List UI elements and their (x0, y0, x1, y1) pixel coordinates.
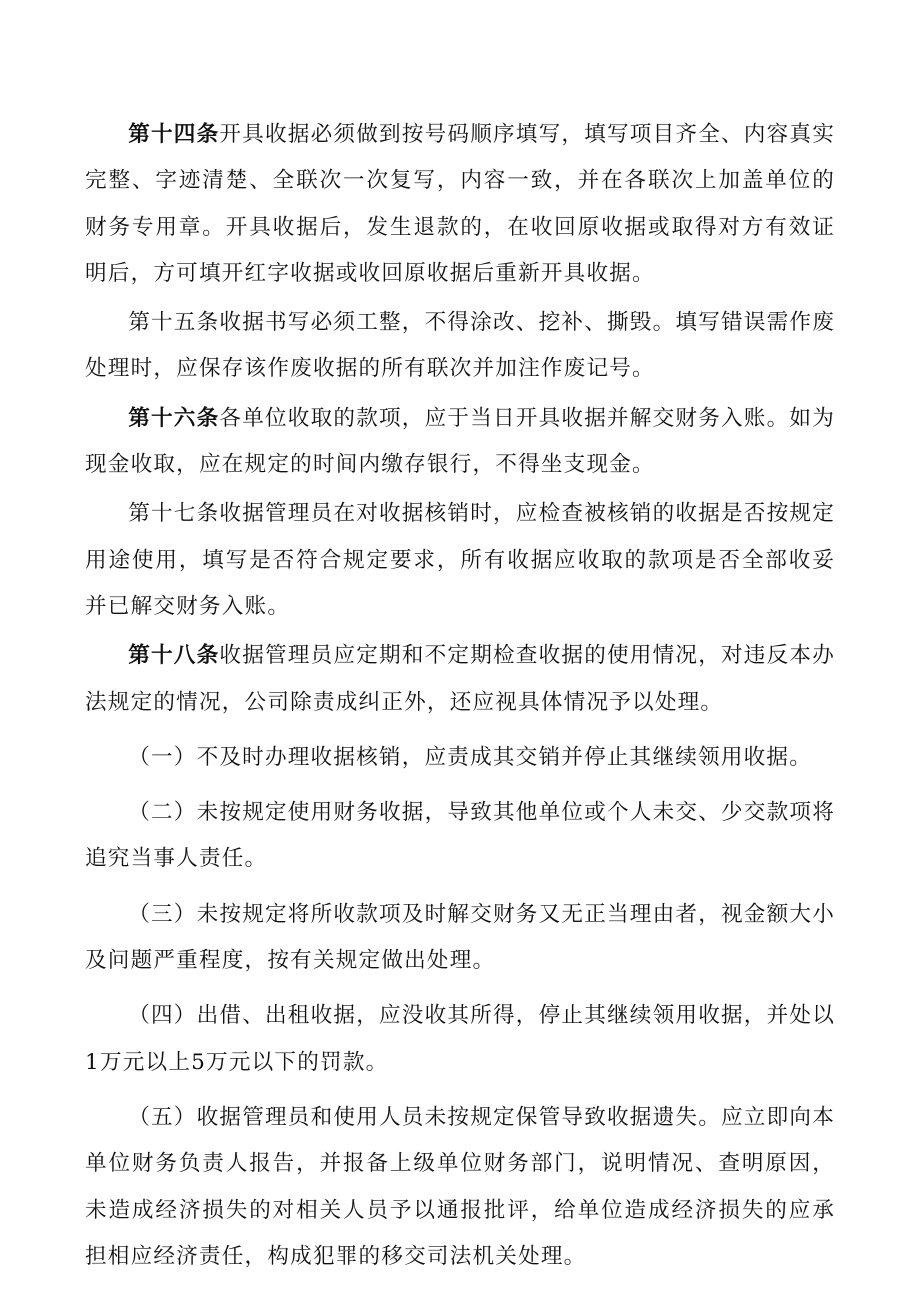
article-17 (85, 491, 835, 630)
list-item-text: （五）收据管理员和使用人员未按规定保管导致收据遗失。应立即向本单位财务负责人报告，并报备上级单位财务部门，说明情况、查明原因，未造成经济损失的对相关人员予以通报批评，给单位造成经济损失的应承担相应经济责任，构成犯罪的移交司法机关处理。 (85, 1104, 835, 1269)
list-item-3 (85, 892, 835, 985)
article-16 (85, 396, 835, 489)
document-body (85, 112, 835, 1280)
article-text: 收据管理员应定期和不定期检查收据的使用情况，对违反本办法规定的情况，公司除责成纠正外，还应视具体情况予以处理。 (85, 643, 835, 715)
list-item-1 (85, 735, 835, 781)
article-18 (85, 633, 835, 726)
article-text: 第十七条收据管理员在对收据核销时，应检查被核销的收据是否按规定用途使用，填写是否符合规定要求，所有收据应收取的款项是否全部收妥并已解交财务入账。 (85, 501, 835, 619)
article-heading: 第十八条 (128, 643, 220, 669)
list-item-2 (85, 790, 835, 883)
list-item-text: （三）未按规定将所收款项及时解交财务又无正当理由者，视金额大小及问题严重程度，按有关规定做出处理。 (85, 901, 835, 974)
list-item-text: （一）不及时办理收据核销，应责成其交销并停止其继续领用收据。 (128, 744, 813, 770)
article-text: 各单位收取的款项，应于当日开具收据并解交财务入账。如为现金收取，应在规定的时间内缴存银行，不得坐支现金。 (85, 405, 835, 478)
article-text: 第十五条收据书写必须工整，不得涂改、挖补、撕毁。填写错误需作废处理时，应保存该作废收据的所有联次并加注作废记号。 (85, 310, 835, 382)
list-item-text: （四）出借、出租收据，应没收其所得，停止其继续领用收据，并处以1万元以上5万元以下的罚款。 (85, 1003, 835, 1075)
article-text: 开具收据必须做到按号码顺序填写，填写项目齐全、内容真实完整、字迹清楚、全联次一次复写，内容一致，并在各联次上加盖单位的财务专用章。开具收据后，发生退款的，在收回原收据或取得对方有效证明后，方可填开红字收据或收回原收据后重新开具收据。 (85, 122, 835, 286)
list-item-text: （二）未按规定使用财务收据，导致其他单位或个人未交、少交款项将追究当事人责任。 (85, 800, 835, 872)
article-15 (85, 300, 835, 393)
article-14 (85, 112, 835, 297)
article-heading: 第十六条 (128, 405, 220, 431)
list-item-5 (85, 1095, 835, 1280)
article-heading: 第十四条 (128, 122, 220, 147)
list-item-4 (85, 993, 835, 1086)
